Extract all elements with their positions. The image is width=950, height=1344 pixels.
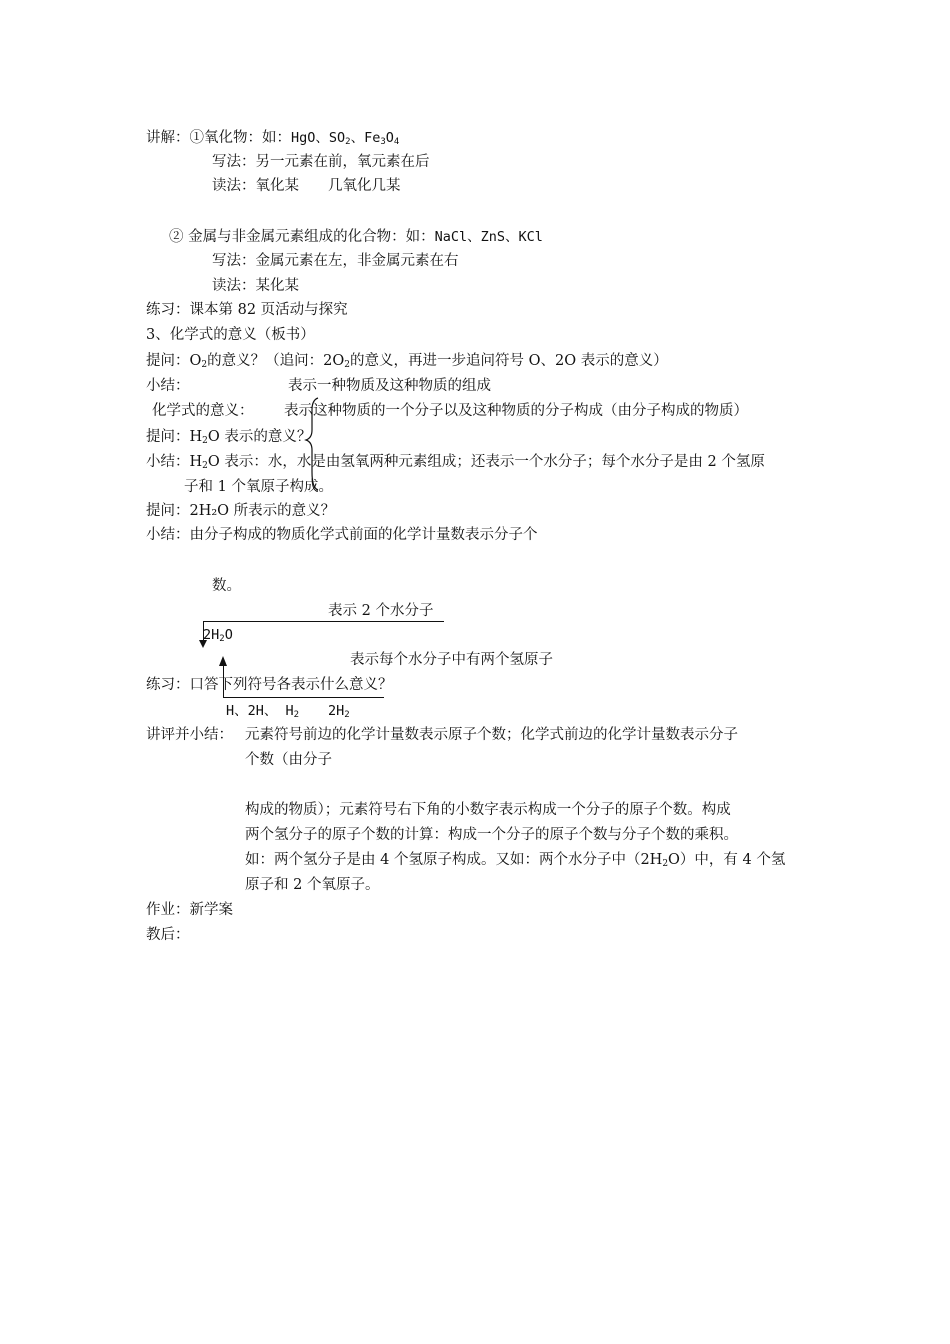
meaning-molecule: 表示这种物质的一个分子以及这种物质的分子构成（由分子构成的物质） bbox=[284, 403, 748, 419]
review-line-1: 元素符号前边的化学计量数表示原子个数；化学式前边的化学计量数表示分子 bbox=[245, 727, 738, 743]
oxide-reading-rule: 读法：氧化某 几氧化几某 bbox=[212, 178, 401, 194]
diagram-bottom-label: 表示每个水分子中有两个氢原子 bbox=[350, 652, 553, 668]
review-line-5: 如：两个氢分子是由 4 个氢原子构成。又如：两个水分子中$(2H_2O)$中，有 4 个氢 bbox=[245, 852, 786, 869]
after-class-notes: 教后： bbox=[146, 927, 190, 943]
question-2: 提问：$H_2O$ 表示的意义？ bbox=[146, 429, 312, 446]
summary-2-continued: 子和 1 个氧原子构成。 bbox=[184, 479, 333, 495]
practice-2-symbol-last: $2H_2$ bbox=[328, 703, 350, 720]
diagram-bottom-line bbox=[223, 697, 384, 698]
lecture-label: 讲解： bbox=[146, 130, 190, 146]
diagram-formula: $2H_2O$ bbox=[203, 627, 233, 644]
summary-1-label: 小结： bbox=[146, 378, 190, 394]
summary-3-continued: 数。 bbox=[212, 578, 241, 594]
metal-nonmetal-intro: ② 金属与非金属元素组成的化合物：如： bbox=[169, 229, 435, 245]
metal-nonmetal-reading-rule: 读法：某化某 bbox=[212, 278, 299, 294]
section-3-heading: 3、化学式的意义（板书） bbox=[146, 327, 315, 343]
practice-2-symbols: H、2H、 $H_2$ bbox=[226, 703, 300, 720]
review-line-6: 原子和 2 个氧原子。 bbox=[245, 877, 380, 893]
meaning-label: 化学式的意义： bbox=[152, 403, 254, 419]
oxide-intro: ①氧化物：如： bbox=[189, 130, 291, 146]
metal-nonmetal-examples: NaCl、ZnS、KCl bbox=[434, 229, 543, 245]
review-line-3: 构成的物质）；元素符号右下角的小数字表示构成一个分子的原子个数。构成 bbox=[245, 802, 731, 818]
practice-1: 练习：课本第 82 页活动与探究 bbox=[146, 302, 348, 318]
diagram-top-label: 表示 2 个水分子 bbox=[328, 603, 434, 619]
summary-2: 小结：$H_2O$ 表示：水，水是由氢氧两种元素组成；还表示一个水分子；每个水分子是由 2 个氢原 bbox=[146, 454, 765, 471]
review-line-4: 两个氢分子的原子个数的计算：构成一个分子的原子个数与分子个数的乘积。 bbox=[245, 827, 738, 843]
practice-2: 练习：口答下列符号各表示什么意义？ bbox=[146, 677, 393, 693]
homework: 作业：新学案 bbox=[146, 902, 233, 918]
review-label: 讲评并小结： bbox=[146, 727, 233, 743]
question-3: 提问：2H₂O 所表示的意义？ bbox=[146, 503, 336, 519]
question-1: 提问：$O_2$的意义？（追问：$2O_2$的意义，再进一步追问符号 O、2O 表示的意义） bbox=[146, 353, 668, 370]
oxide-writing-rule: 写法：另一元素在前，氧元素在后 bbox=[212, 154, 430, 170]
review-line-2: 个数（由分子 bbox=[245, 752, 332, 768]
metal-nonmetal-writing-rule: 写法：金属元素在左，非金属元素在右 bbox=[212, 253, 459, 269]
oxide-examples: HgO、$SO_2$、$Fe_3O_4$ bbox=[291, 130, 400, 147]
meaning-substance: 表示一种物质及这种物质的组成 bbox=[288, 378, 491, 394]
summary-3: 小结：由分子构成的物质化学式前面的化学计量数表示分子个 bbox=[146, 527, 538, 543]
